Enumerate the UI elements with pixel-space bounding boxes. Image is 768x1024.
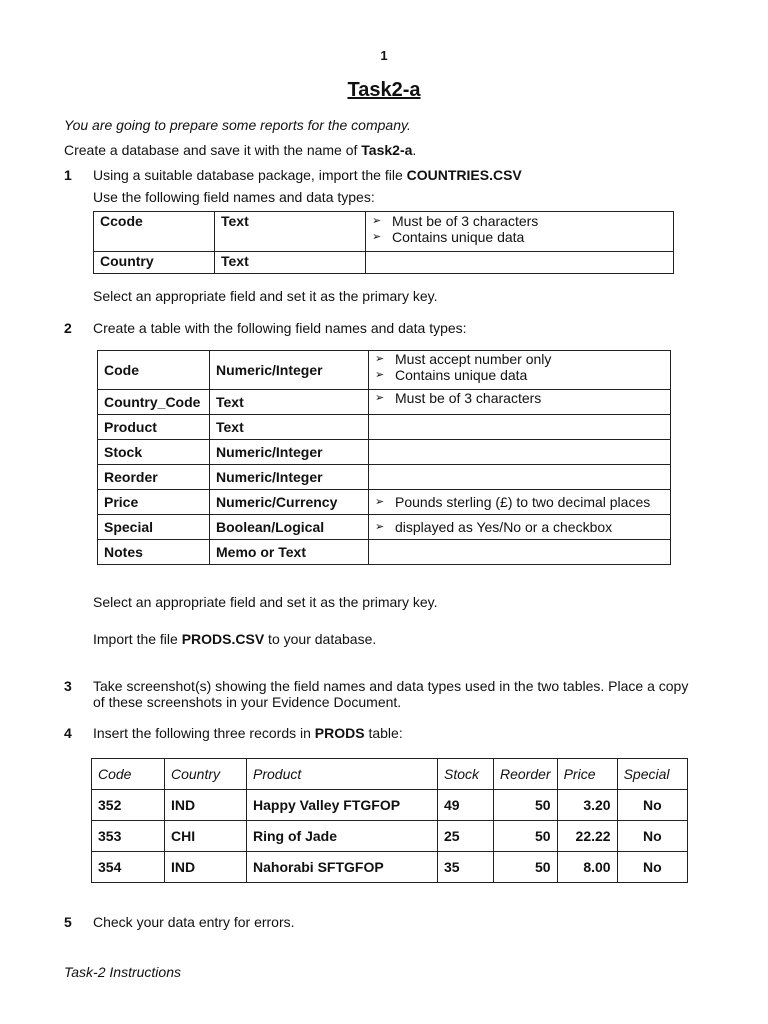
field-type: Text xyxy=(215,252,366,274)
step-number: 3 xyxy=(64,678,72,694)
step-text: Using a suitable database package, import the file COUNTRIES.CSV xyxy=(93,167,522,183)
table-cell: 352 xyxy=(92,790,165,821)
field-name: Country xyxy=(94,252,215,274)
countries-fields-table xyxy=(93,211,674,274)
step-number: 4 xyxy=(64,725,72,741)
table-cell: 50 xyxy=(494,821,558,852)
field-name: Stock xyxy=(98,440,210,465)
column-header: Price xyxy=(557,759,617,790)
table-row xyxy=(98,490,671,515)
step-text: Check your data entry for errors. xyxy=(93,914,295,930)
table-cell: IND xyxy=(165,790,247,821)
field-type: Memo or Text xyxy=(210,540,369,565)
step-text-line-1: Take screenshot(s) showing the field names and data types used in the two tables. Place a copy xyxy=(93,678,689,694)
table-cell: CHI xyxy=(165,821,247,852)
table-cell: No xyxy=(617,790,687,821)
import-file-name: PRODS.CSV xyxy=(181,631,265,647)
field-notes xyxy=(366,252,674,274)
table-row xyxy=(92,852,688,883)
import-file-text: Import the file PRODS.CSV to your database. xyxy=(93,631,377,647)
field-name: Price xyxy=(98,490,210,515)
field-name: Country_Code xyxy=(98,390,210,415)
field-name: Ccode xyxy=(94,212,215,252)
step-text: Create a table with the following field names and data types: xyxy=(93,320,467,336)
table-row xyxy=(98,390,671,415)
list-item: ➢ Must be of 3 characters xyxy=(375,390,664,406)
field-type: Numeric/Integer xyxy=(210,351,369,390)
list-item: ➢ Must accept number only xyxy=(375,351,664,367)
field-notes xyxy=(369,540,671,565)
table-row xyxy=(98,415,671,440)
records-table xyxy=(91,758,688,883)
field-notes xyxy=(369,465,671,490)
prods-fields-table xyxy=(97,350,671,565)
field-type: Boolean/Logical xyxy=(210,515,369,540)
table-cell: No xyxy=(617,821,687,852)
field-name: Product xyxy=(98,415,210,440)
field-name: Notes xyxy=(98,540,210,565)
table-cell: 50 xyxy=(494,852,558,883)
field-name: Special xyxy=(98,515,210,540)
step-number: 1 xyxy=(64,167,72,183)
step-2 xyxy=(0,320,768,340)
field-notes xyxy=(369,390,671,415)
step-text: Insert the following three records in PRODS table: xyxy=(93,725,403,741)
table-cell: 50 xyxy=(494,790,558,821)
table-cell: 22.22 xyxy=(557,821,617,852)
table-row xyxy=(98,540,671,565)
table-cell: Happy Valley FTGFOP xyxy=(247,790,438,821)
field-type: Numeric/Currency xyxy=(210,490,369,515)
table-cell: 353 xyxy=(92,821,165,852)
column-header: Reorder xyxy=(494,759,558,790)
step-4 xyxy=(0,725,768,745)
table-row xyxy=(98,515,671,540)
table-cell: 3.20 xyxy=(557,790,617,821)
step-1 xyxy=(0,167,768,187)
table-cell: Nahorabi SFTGFOP xyxy=(247,852,438,883)
field-type: Text xyxy=(210,390,369,415)
table-cell: 49 xyxy=(438,790,494,821)
use-fields-text: Use the following field names and data types: xyxy=(93,189,375,205)
table-cell: 8.00 xyxy=(557,852,617,883)
table-row xyxy=(92,790,688,821)
list-item: ➢ displayed as Yes/No or a checkbox xyxy=(375,519,664,535)
table-cell: 354 xyxy=(92,852,165,883)
column-header: Code xyxy=(92,759,165,790)
field-name: Code xyxy=(98,351,210,390)
table-row xyxy=(92,821,688,852)
intro-text: You are going to prepare some reports for the company. xyxy=(64,117,411,133)
list-item: ➢ Must be of 3 characters xyxy=(372,213,667,229)
table-row xyxy=(98,440,671,465)
field-notes xyxy=(369,515,671,540)
step-number: 5 xyxy=(64,914,72,930)
column-header: Stock xyxy=(438,759,494,790)
table-row xyxy=(94,252,674,274)
page-number: 1 xyxy=(380,48,388,63)
list-item: ➢ Contains unique data xyxy=(375,367,664,383)
field-type: Text xyxy=(210,415,369,440)
table-cell: IND xyxy=(165,852,247,883)
field-type: Numeric/Integer xyxy=(210,465,369,490)
list-item: ➢ Pounds sterling (£) to two decimal places xyxy=(375,494,664,510)
step-number: 2 xyxy=(64,320,72,336)
field-notes xyxy=(369,490,671,515)
table-cell: Ring of Jade xyxy=(247,821,438,852)
database-name: Task2-a xyxy=(361,142,413,158)
field-notes xyxy=(369,440,671,465)
table-cell: 35 xyxy=(438,852,494,883)
field-notes xyxy=(366,212,674,252)
list-item: ➢ Contains unique data xyxy=(372,229,667,245)
footer-text: Task-2 Instructions xyxy=(64,964,181,980)
field-type: Text xyxy=(215,212,366,252)
field-notes xyxy=(369,351,671,390)
table-row xyxy=(98,351,671,390)
table-header-row xyxy=(92,759,688,790)
table-row xyxy=(98,465,671,490)
table-cell: 25 xyxy=(438,821,494,852)
step-5 xyxy=(0,914,768,934)
field-type: Numeric/Integer xyxy=(210,440,369,465)
page-title: Task2-a xyxy=(347,79,421,101)
column-header: Country xyxy=(165,759,247,790)
create-database-instruction: Create a database and save it with the name of Task2-a. xyxy=(64,142,417,158)
field-notes xyxy=(369,415,671,440)
field-name: Reorder xyxy=(98,465,210,490)
step-text-line-2: of these screenshots in your Evidence Document. xyxy=(93,694,402,710)
primary-key-text: Select an appropriate field and set it as the primary key. xyxy=(93,594,438,610)
column-header: Product xyxy=(247,759,438,790)
primary-key-text: Select an appropriate field and set it as the primary key. xyxy=(93,288,438,304)
step-3 xyxy=(0,678,768,714)
table-cell: No xyxy=(617,852,687,883)
table-row xyxy=(94,212,674,252)
column-header: Special xyxy=(617,759,687,790)
